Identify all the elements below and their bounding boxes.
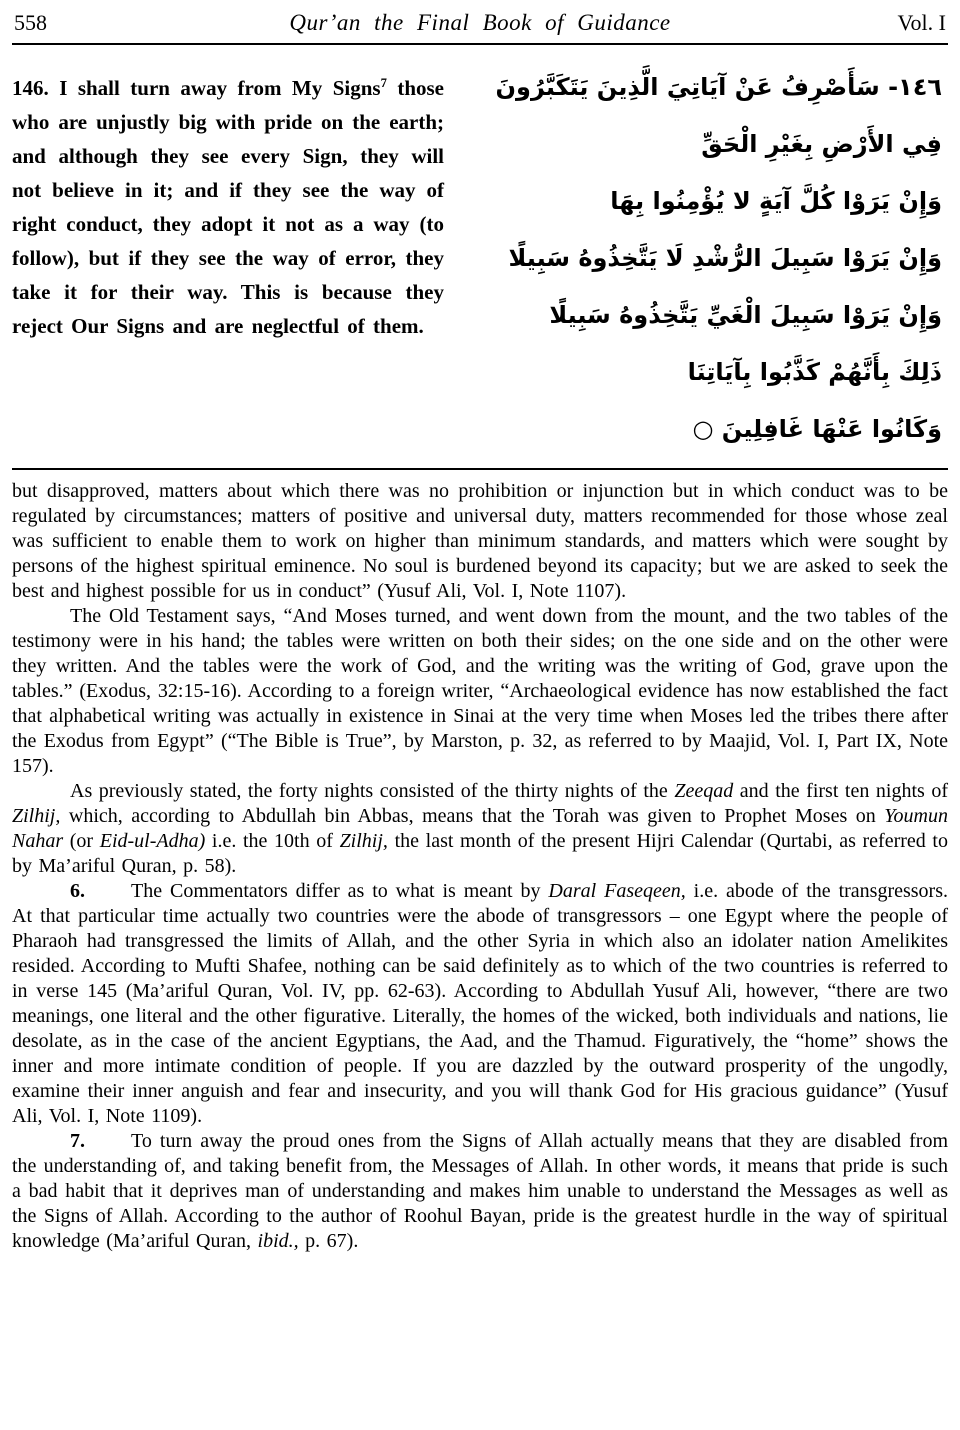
text-run: (or xyxy=(63,830,100,852)
verse-section xyxy=(12,45,948,468)
page-number: 558 xyxy=(14,10,47,35)
text-run: Eid-ul-Adha) xyxy=(99,830,206,852)
commentary-paragraph xyxy=(12,879,948,1129)
commentary-paragraph xyxy=(12,779,948,879)
arabic-line: فِي الأَرْضِ بِغَيْرِ الْحَقِّ xyxy=(701,130,942,158)
commentary xyxy=(12,470,948,1254)
text-run: The Old Testament says, “And Moses turned, and went down from the mount, and the two tables of the testimony were in his hand; the tables were written on both their sides; on the one side and on the other were they written. And the tables were the work of God, and the writing was the writing of God, grave upon the tables.” (Exodus, 32:15-16). According to a foreign writer, “Archaeological evidence has now established the fact that alphabetical writing was actually in existence in Sinai at the very time when Moses led the tribes there after the Exodus from Egypt” (“The Bible is True”, by Marston, p. 32, as referred to by Maajid, Vol. I, Part IX, Note 157). xyxy=(12,605,948,777)
volume-label: Vol. I xyxy=(897,10,946,35)
book-title: Qur’an the Final Book of Guidance xyxy=(289,10,671,35)
footnote-reference: 7 xyxy=(380,76,387,90)
text-run: 146. I shall turn away from My Signs xyxy=(12,76,381,100)
text-run: To turn away the proud ones from the Signs of Allah actually means that they are disabled from the understanding of, and taking benefit from, the Messages of Allah. In other words, it means that pride is such a bad habit that it deprives man of understanding and makes him unable to understand the Messages as well as the Signs of Allah. According to the author of Roohul Bayan, pride is the greatest hurdle in the way of spiritual knowledge (Ma’ariful Quran, xyxy=(12,1130,948,1252)
text-run: the last month of the present Hijri Calendar (Qurtabi, as referred to by Ma’ariful Quran, p. 58). xyxy=(12,830,948,877)
text-run: ibid., xyxy=(257,1230,299,1252)
text-run: but disapproved, matters about which there was no prohibition or injunction but in which conduct was to be regulated by circumstances; matters of positive and universal duty, matters recommended for those whose zeal was sufficient to enable them to work on higher than minimum standards, and matters which were sought by persons of the highest spiritual eminence. No soul is burdened beyond its capacity; but we are asked to seek the best and highest possible for us in conduct” (Yusuf Ali, Vol. I, Note 1107). xyxy=(12,480,948,602)
arabic-line: ١٤٦- سَأَصْرِفُ عَنْ آيَاتِيَ الَّذِينَ يَتَكَبَّرُونَ xyxy=(495,73,942,101)
arabic-line: وَإِنْ يَرَوْا سَبِيلَ الرُّشْدِ لَا يَتَّخِذُوهُ سَبِيلًا xyxy=(508,244,942,272)
page-header xyxy=(12,6,948,43)
text-run: The Commentators differ as to what is meant by xyxy=(131,880,549,902)
text-run: 6. xyxy=(70,880,85,902)
text-run: 7. xyxy=(70,1130,85,1152)
text-run: those who are unjustly big with pride on the earth; and although they see every Sign, they will not believe in it; and if they see the way of right conduct, they adopt it not as a way (to follow), but if they see the way of error, they take it for their way. This is because they reject Our Signs and are neglectful of them. xyxy=(12,76,444,338)
arabic-line: ذَلِكَ بِأَنَّهُمْ كَذَّبُوا بِآيَاتِنَا xyxy=(687,358,942,386)
text-run: Zilhij, xyxy=(12,805,61,827)
text-run: Zeeqad xyxy=(674,780,734,802)
arabic-line: وَإِنْ يَرَوْا سَبِيلَ الْغَيِّ يَتَّخِذُوهُ سَبِيلًا xyxy=(549,301,942,329)
commentary-paragraph xyxy=(12,604,948,779)
arabic-verse xyxy=(444,57,948,458)
text-run: which, according to Abdullah bin Abbas, means that the Torah was given to Prophet Moses on xyxy=(60,805,885,827)
text-run: Youmun Nahar xyxy=(12,805,948,852)
text-run: and the first ten nights of xyxy=(733,780,948,802)
text-run: i.e. abode of the transgressors. At that particular time actually two countries were the abode of transgressors – one Egypt where the people of Pharaoh had transgressed the limits of Allah, and the other Syria in which also an idolater nation Amelikites resided. According to Mufti Shafee, nothing can be said definitely as to which of the two countries is referred to in verse 145 (Ma’ariful Quran, Vol. IV, pp. 62-63). According to Abdullah Yusuf Ali, however, “there are two meanings, one literal and the other figurative. Literally, the homes of the wicked, both individuals and nations, lie desolate, as in the case of the ancient Egyptians, the Aad, and the Thamud. Figuratively, the “home” shows the inner and more intimate condition of people. If you are dazzled by the outward prosperity of the ungodly, examine their inner anguish and fear and insecurity, and you will thank God for His gracious guidance” (Yusuf Ali, Vol. I, Note 1109). xyxy=(12,880,948,1127)
verse-translation xyxy=(12,57,444,458)
text-run: Daral Faseqeen, xyxy=(548,880,686,902)
text-run: p. 67). xyxy=(298,1230,359,1252)
text-run: Zilhij, xyxy=(339,830,388,852)
text-run: i.e. the 10th of xyxy=(205,830,340,852)
arabic-line: وَإِنْ يَرَوْا كُلَّ آيَةٍ لا يُؤْمِنُوا بِهَا xyxy=(610,187,942,215)
commentary-paragraph xyxy=(12,479,948,604)
commentary-paragraph xyxy=(12,1129,948,1254)
arabic-line: وَكَانُوا عَنْهَا غَافِلِينَ ○ xyxy=(692,415,942,443)
text-run: As previously stated, the forty nights consisted of the thirty nights of the xyxy=(70,780,675,802)
